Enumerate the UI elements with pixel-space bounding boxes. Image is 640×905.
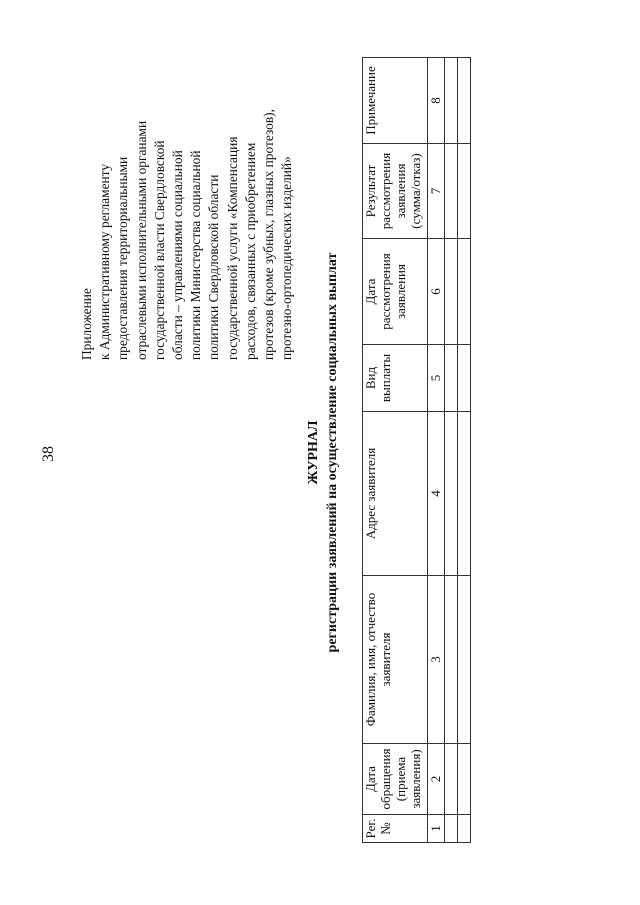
empty-cell (445, 239, 458, 345)
header-cell-reg-no: Рег. № (363, 815, 428, 843)
appendix-line: области – управлениями социальной (170, 150, 186, 360)
appendix-line: к Административному регламенту (97, 163, 113, 360)
column-number: 6 (428, 239, 445, 345)
empty-cell (458, 412, 471, 576)
header-cell-applicant-name: Фамилия, имя, отчество заявителя (363, 576, 428, 744)
journal-table (362, 57, 471, 843)
header-cell-review-date: Дата рассмотрения заявления (363, 239, 428, 345)
journal-subtitle: регистрации заявлений на осуществление социальных выплат (325, 252, 340, 653)
empty-cell (445, 144, 458, 239)
empty-cell (458, 576, 471, 744)
appendix-line: расходов, связанных с приобретением (242, 142, 258, 360)
appendix-line: предоставления территориальными (115, 156, 131, 360)
column-number: 2 (428, 744, 445, 815)
appendix-line: государственной власти Свердловской (151, 140, 167, 360)
page-number: 38 (40, 446, 57, 462)
column-number: 8 (428, 58, 445, 144)
empty-cell (445, 412, 458, 576)
empty-cell (458, 345, 471, 412)
appendix-line: политики Свердловской области (206, 174, 222, 360)
column-number-row (428, 58, 445, 843)
column-number: 5 (428, 345, 445, 412)
appendix-line: отраслевыми исполнительными органами (133, 120, 149, 360)
header-cell-note: Примечание (363, 58, 428, 144)
appendix-line: протезно-ортопедических изделий» (279, 156, 295, 360)
appendix-line: Приложение (79, 288, 94, 360)
column-number: 3 (428, 576, 445, 744)
empty-cell (445, 744, 458, 815)
empty-cell (445, 345, 458, 412)
column-number: 4 (428, 412, 445, 576)
appendix-line: протезов (кроме зубных, глазных протезов), (261, 109, 277, 360)
empty-cell (445, 576, 458, 744)
empty-cell (458, 144, 471, 239)
empty-row (458, 58, 471, 843)
header-cell-applicant-address: Адрес заявителя (363, 412, 428, 576)
empty-cell (445, 815, 458, 843)
column-number: 1 (428, 815, 445, 843)
empty-cell (445, 58, 458, 144)
appendix-note (78, 30, 296, 360)
header-cell-request-date: Дата обращения (приема заявления) (363, 744, 428, 815)
header-cell-payment-type: Вид выплаты (363, 345, 428, 412)
header-row (363, 58, 428, 843)
appendix-line: политики Министерства социальной (188, 150, 204, 360)
empty-cell (458, 58, 471, 144)
appendix-line: государственной услуги «Компенсация (224, 136, 240, 360)
journal-title: ЖУРНАЛ (306, 420, 321, 485)
column-number: 7 (428, 144, 445, 239)
empty-cell (458, 815, 471, 843)
empty-row (445, 58, 458, 843)
header-cell-review-result: Результат рассмотрения заявления (сумма/отказ) (363, 144, 428, 239)
empty-cell (458, 239, 471, 345)
empty-cell (458, 744, 471, 815)
